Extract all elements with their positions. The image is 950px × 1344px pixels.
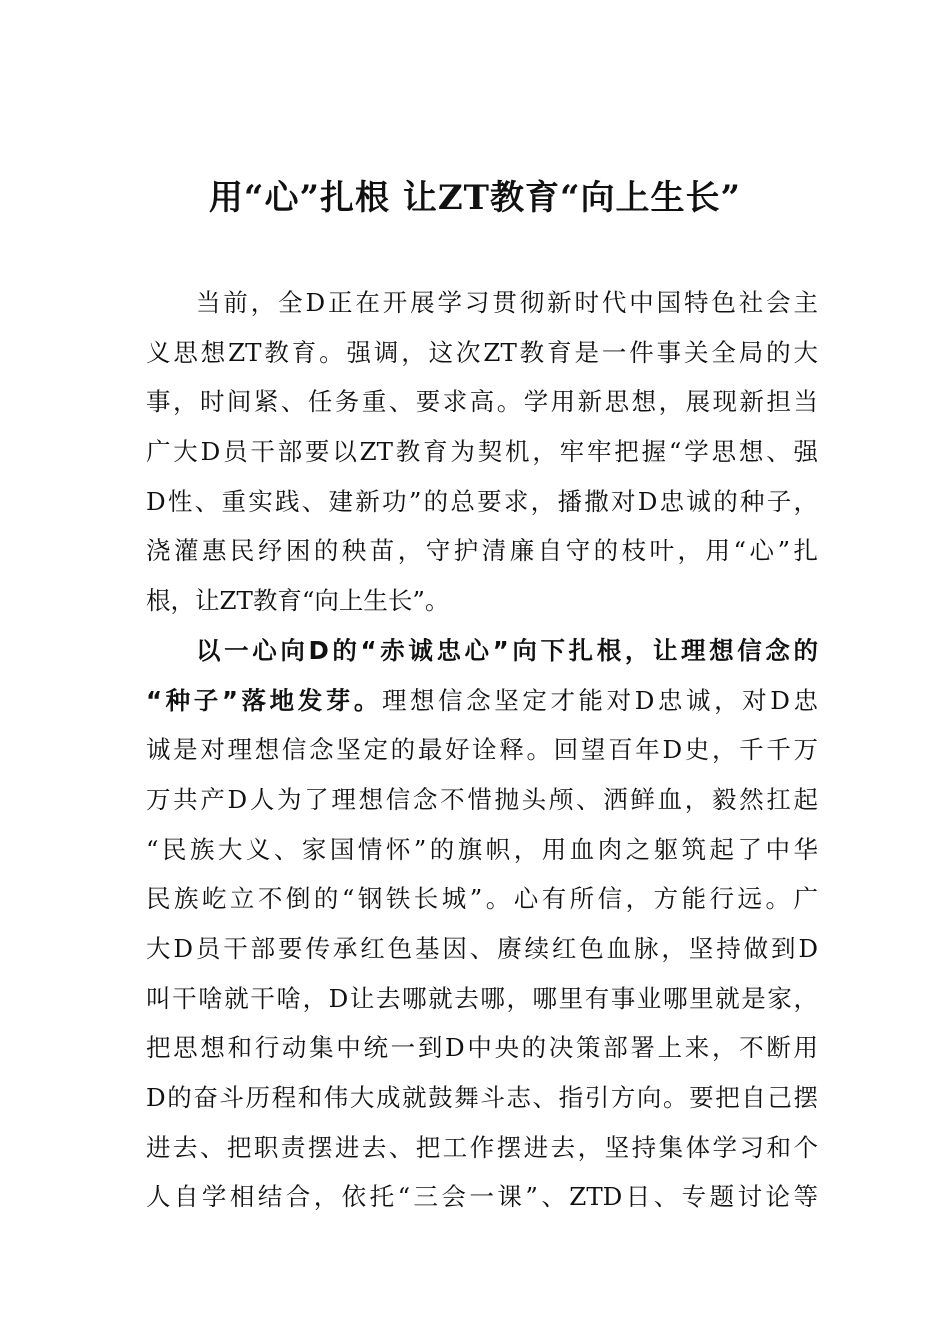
paragraph-line: 浇灌惠民纾困的秧苗，守护清廉自守的枝叶，用“心”扎 bbox=[146, 536, 818, 566]
paragraph-line: D性、重实践、建新功”的总要求，播撒对D忠诚的种子， bbox=[146, 486, 818, 516]
paragraph-line: 诚是对理想信念坚定的最好诠释。回望百年D史，千千万 bbox=[146, 735, 818, 765]
paragraph-line: 当前，全D正在开展学习贯彻新时代中国特色社会主 bbox=[196, 288, 818, 317]
document-body bbox=[146, 278, 818, 1222]
document-title: 用“心”扎根 让ZT教育“向上生长” bbox=[208, 178, 742, 218]
paragraph-line: 进去、把职责摆进去、把工作摆进去，坚持集体学习和个 bbox=[146, 1132, 818, 1162]
paragraph-line: 根，让ZT教育“向上生长”。 bbox=[146, 586, 450, 616]
paragraph-lead-heading-end: “种子”落地发芽。 bbox=[146, 685, 382, 715]
paragraph-line: 人自学相结合，依托“三会一课”、ZTD日、专题讨论等 bbox=[146, 1182, 818, 1212]
paragraph-line: 万共产D人为了理想信念不惜抛头颅、洒鲜血，毅然扛起 bbox=[146, 784, 818, 814]
paragraph-line: “民族大义、家国情怀”的旗帜，用血肉之躯筑起了中华 bbox=[146, 834, 818, 864]
paragraph-line: 事，时间紧、任务重、要求高。学用新思想，展现新担当 bbox=[146, 387, 818, 417]
paragraph-line: 义思想ZT教育。强调，这次ZT教育是一件事关全局的大 bbox=[146, 337, 818, 367]
paragraph-line: 把思想和行动集中统一到D中央的决策部署上来，不断用 bbox=[146, 1033, 818, 1063]
paragraph-line: 叫干啥就干啥，D让去哪就去哪，哪里有事业哪里就是家， bbox=[146, 983, 818, 1013]
paragraph-lead-heading: 以一心向D的“赤诚忠心”向下扎根，让理想信念的 bbox=[196, 635, 818, 665]
paragraph-line: D的奋斗历程和伟大成就鼓舞斗志、指引方向。要把自己摆 bbox=[146, 1083, 818, 1112]
paragraph-line: 广大D员干部要以ZT教育为契机，牢牢把握“学思想、强 bbox=[146, 437, 818, 467]
paragraph-line bbox=[146, 676, 818, 726]
paragraph-line: 民族屹立不倒的“钢铁长城”。心有所信，方能行远。广 bbox=[146, 884, 818, 914]
paragraph-1 bbox=[146, 278, 818, 626]
paragraph-line: 大D员干部要传承红色基因、赓续红色血脉，坚持做到D bbox=[146, 933, 818, 963]
paragraph-2 bbox=[146, 626, 818, 1222]
paragraph-line-text: 理想信念坚定才能对D忠诚，对D忠 bbox=[381, 685, 818, 715]
